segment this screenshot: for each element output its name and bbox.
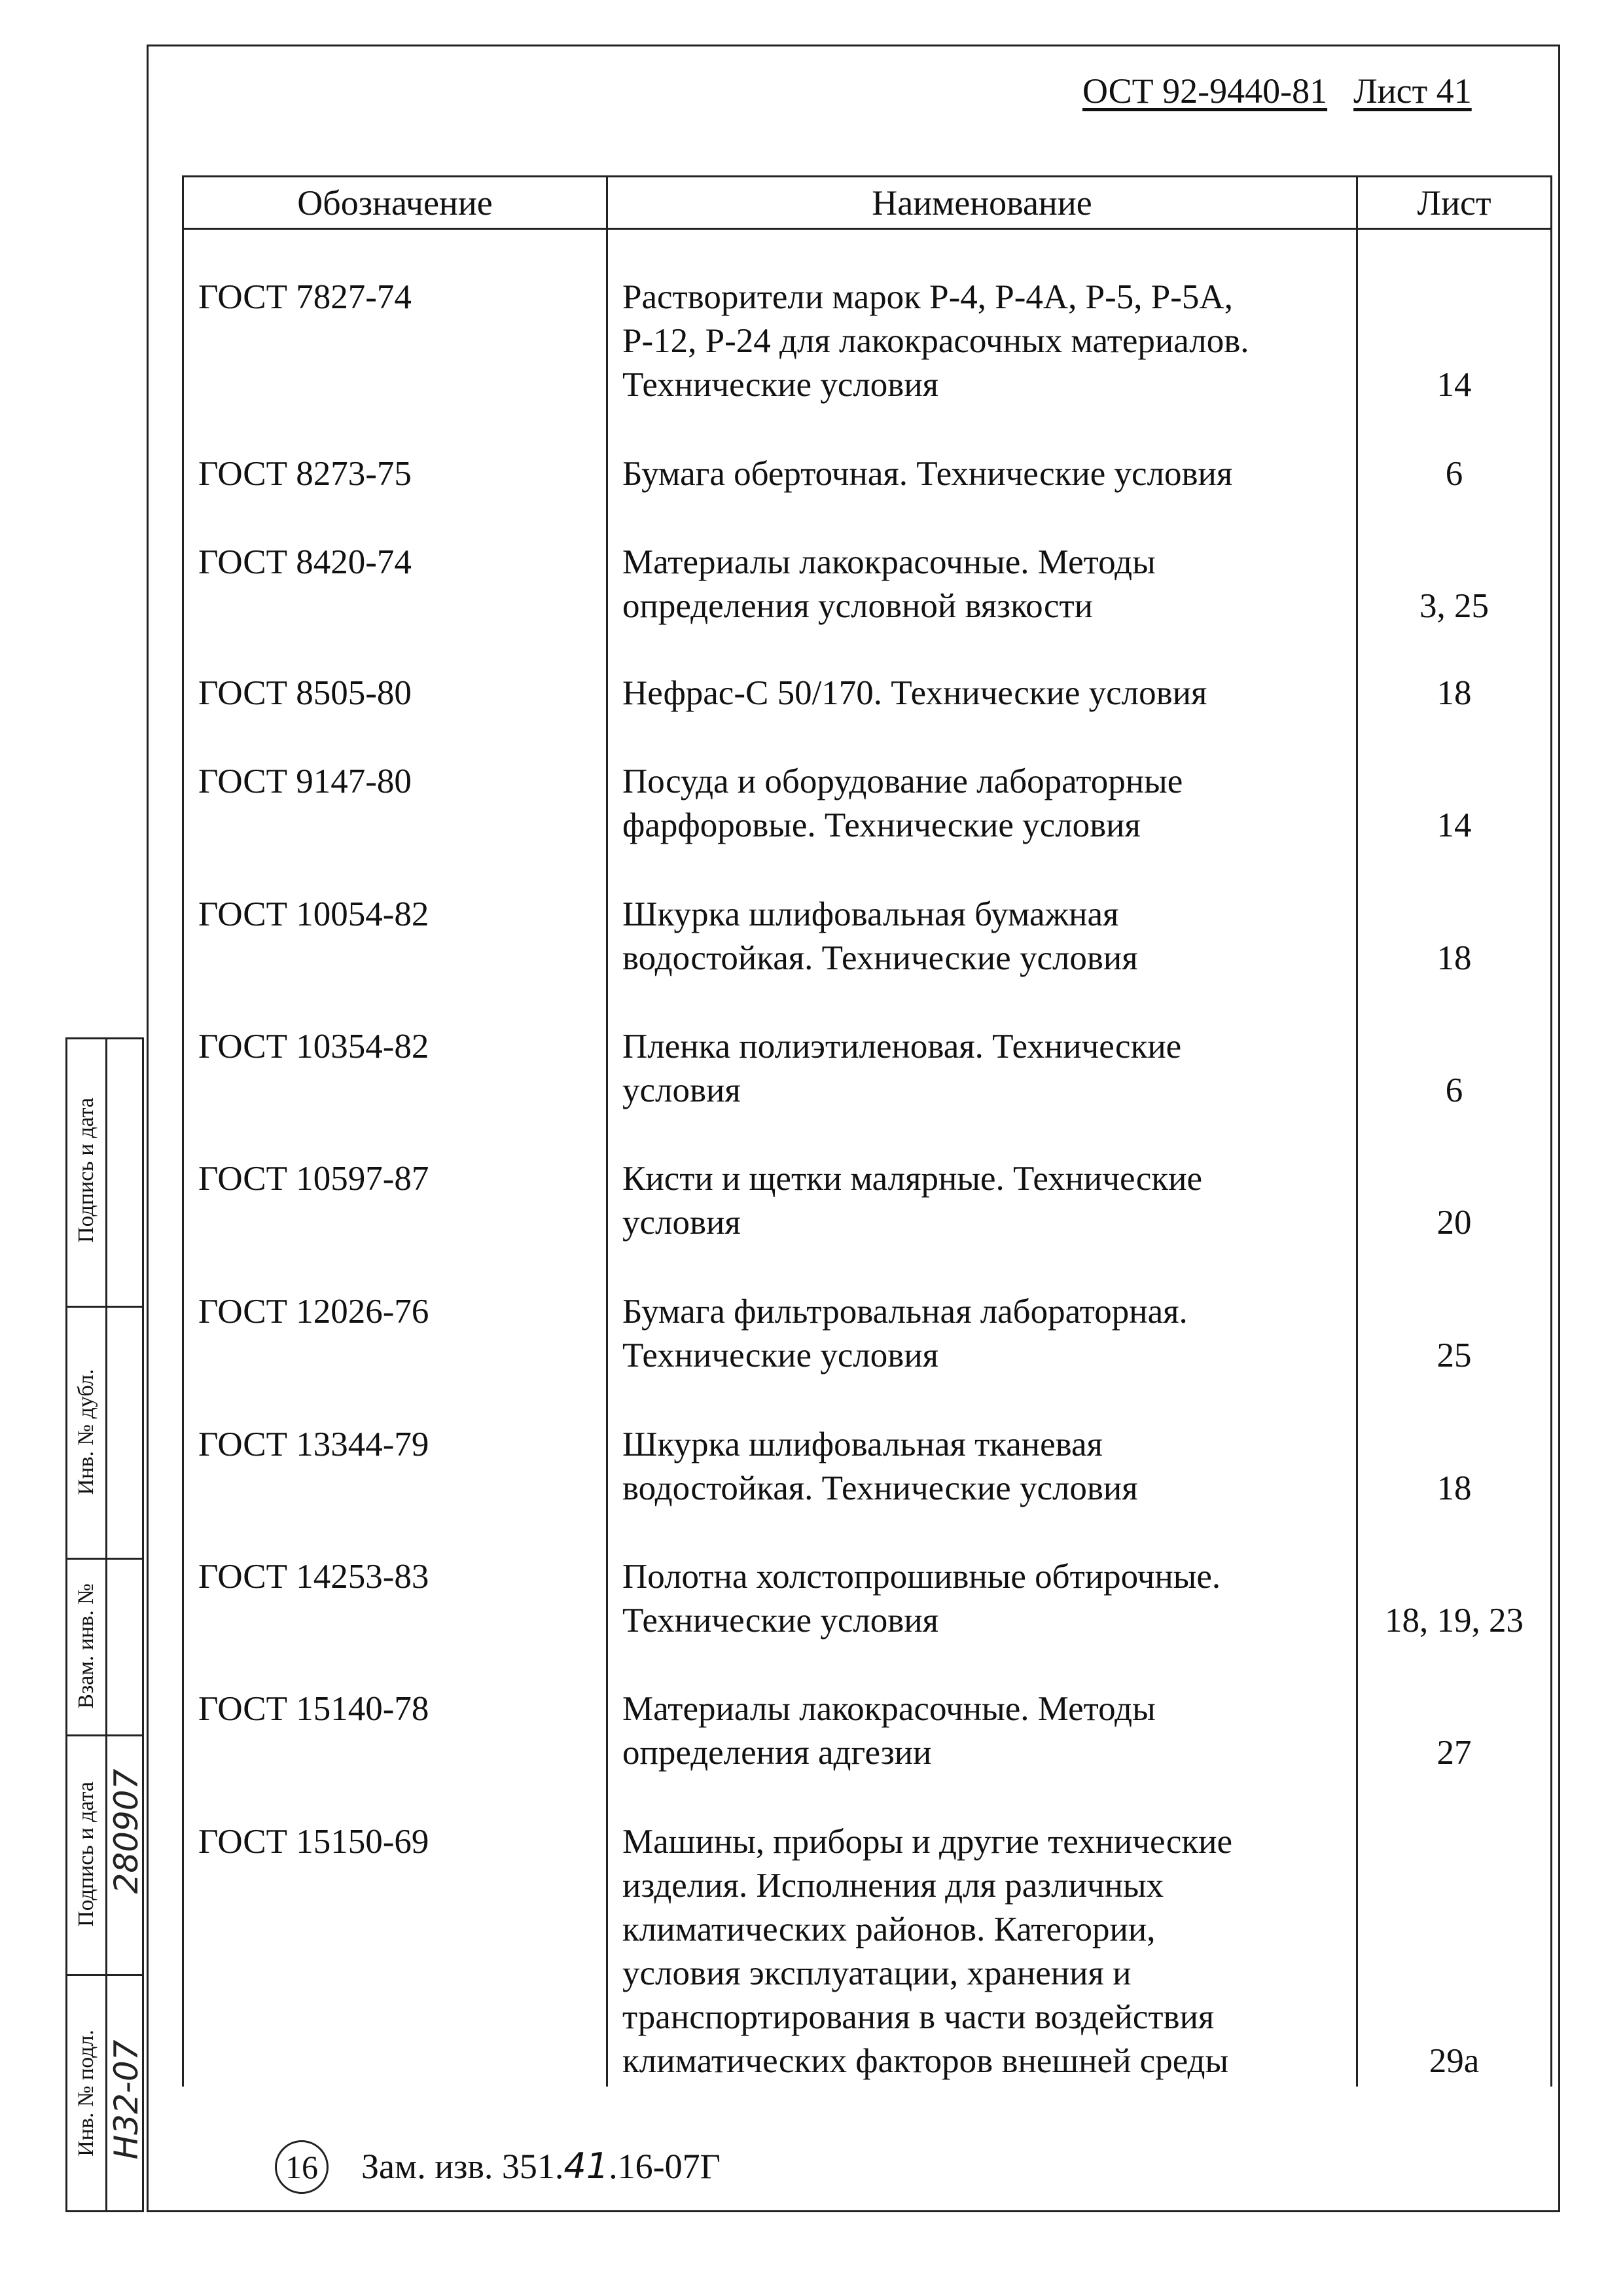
table-row (184, 1025, 1550, 1113)
table-row (184, 452, 1550, 496)
standard-name-line: Машины, приборы и другие технические (622, 1823, 1232, 1861)
standard-code: ГОСТ 8505-80 (198, 674, 412, 712)
stamp-divider (67, 1974, 142, 1976)
revision-suffix: .16-07Г (609, 2147, 721, 2186)
table-row (184, 276, 1550, 407)
sheet-reference: 20 (1436, 1204, 1472, 1242)
sheet-reference: 18 (1436, 674, 1472, 712)
standard-name-line: Материалы лакокрасочные. Методы (622, 543, 1156, 581)
sheet-number: Лист 41 (1353, 71, 1472, 111)
standard-code: ГОСТ 10054-82 (198, 895, 429, 933)
handwritten-date: 280907 (107, 1768, 145, 1894)
standard-name-line: Р-12, Р-24 для лакокрасочных материалов. (622, 322, 1249, 360)
standard-code: ГОСТ 10597-87 (198, 1160, 429, 1198)
revision-number: 16 (275, 2140, 329, 2194)
standard-name-line: условия (622, 1071, 741, 1109)
standard-name (622, 1820, 1349, 2083)
standard-name-line: Шкурка шлифовальная бумажная (622, 895, 1119, 933)
table-row (184, 893, 1550, 980)
standard-name-line: Технические условия (622, 366, 939, 404)
margin-stamp (65, 1037, 144, 2212)
stamp-label-replaced-inv: Взам. инв. № (74, 1583, 98, 1709)
revision-note (275, 2140, 721, 2194)
standard-name-line: Шкурка шлифовальная тканевая (622, 1426, 1103, 1463)
standard-name-line: Растворители марок Р-4, Р-4А, Р-5, Р-5А, (622, 278, 1233, 316)
standard-name-line: Пленка полиэтиленовая. Технические (622, 1028, 1182, 1066)
table-row (184, 1820, 1550, 2083)
standard-code: ГОСТ 9147-80 (198, 762, 412, 800)
standard-name (622, 1290, 1349, 1378)
standard-code: ГОСТ 15140-78 (198, 1690, 429, 1728)
standard-name-line: условия эксплуатации, хранения и (622, 1954, 1132, 1992)
standard-name-line: Бумага фильтровальная лабораторная. (622, 1293, 1188, 1331)
table-row (184, 1290, 1550, 1378)
standard-code: ГОСТ 8273-75 (198, 455, 412, 493)
standard-name-line: Нефрас-С 50/170. Технические условия (622, 674, 1207, 712)
column-header-name: Наименование (872, 183, 1092, 223)
standard-code: ГОСТ 7827-74 (198, 278, 412, 316)
standard-name-line: определения адгезии (622, 1734, 932, 1772)
table-row (184, 672, 1550, 715)
sheet-reference: 6 (1445, 455, 1463, 493)
table-row (184, 760, 1550, 848)
standard-name (622, 1687, 1349, 1775)
standard-name (622, 541, 1349, 628)
standard-name-line: фарфоровые. Технические условия (622, 806, 1141, 844)
standard-name (622, 893, 1349, 980)
standard-name-line: климатических районов. Категории, (622, 1910, 1156, 1948)
standard-code: ГОСТ 10354-82 (198, 1028, 429, 1066)
revision-prefix: Зам. изв. 351. (361, 2147, 564, 2186)
standard-code: ГОСТ 15150-69 (198, 1823, 429, 1861)
sheet-reference: 14 (1436, 806, 1472, 844)
stamp-divider (67, 1306, 142, 1308)
standard-code: ГОСТ 12026-76 (198, 1293, 429, 1331)
stamp-label-duplicate-inv: Инв. № дубл. (74, 1369, 98, 1496)
standard-name (622, 1025, 1349, 1113)
standard-name (622, 672, 1349, 715)
standard-name-line: Посуда и оборудование лабораторные (622, 762, 1183, 800)
standard-name-line: Полотна холстопрошивные обтирочные. (622, 1558, 1221, 1596)
standard-name (622, 1423, 1349, 1511)
sheet-reference: 18 (1436, 939, 1472, 977)
document-header (1082, 71, 1472, 111)
sheet-reference: 29а (1429, 2042, 1480, 2080)
column-header-sheet: Лист (1417, 183, 1491, 223)
table-row (184, 1157, 1550, 1245)
standards-table (182, 175, 1552, 2087)
sheet-reference: 6 (1445, 1071, 1463, 1109)
table-row (184, 1687, 1550, 1775)
standard-name-line: транспортирования в части воздействия (622, 1998, 1215, 2036)
sheet-reference: 18, 19, 23 (1385, 1602, 1524, 1640)
stamp-divider (67, 1734, 142, 1736)
standard-name-line: Материалы лакокрасочные. Методы (622, 1690, 1156, 1728)
standard-code: ГОСТ 14253-83 (198, 1558, 429, 1596)
standard-name (622, 276, 1349, 407)
standard-name-line: Технические условия (622, 1336, 939, 1374)
sheet-reference: 27 (1436, 1734, 1472, 1772)
stamp-label-original-inv: Инв. № подл. (74, 2030, 98, 2157)
table-row (184, 541, 1550, 628)
standard-name-line: водостойкая. Технические условия (622, 1469, 1138, 1507)
stamp-divider (105, 1039, 107, 2210)
stamp-divider (67, 1558, 142, 1560)
standard-name (622, 1555, 1349, 1643)
sheet-reference: 14 (1436, 366, 1472, 404)
stamp-label-signature-date: Подпись и дата (74, 1098, 98, 1243)
column-header-designation: Обозначение (297, 183, 493, 223)
standard-name-line: Бумага оберточная. Технические условия (622, 455, 1233, 493)
table-row (184, 1555, 1550, 1643)
standard-name (622, 760, 1349, 848)
standard-name (622, 1157, 1349, 1245)
table-header (184, 177, 1550, 230)
stamp-label-signature-date-2: Подпись и дата (74, 1782, 98, 1927)
handwritten-inventory: Н32-07 (107, 2039, 145, 2160)
document-code: ОСТ 92-9440-81 (1082, 71, 1328, 111)
standard-code: ГОСТ 8420-74 (198, 543, 412, 581)
sheet-reference: 25 (1436, 1336, 1472, 1374)
revision-handwritten: 41 (563, 2145, 609, 2187)
standard-name-line: водостойкая. Технические условия (622, 939, 1138, 977)
standard-name-line: климатических факторов внешней среды (622, 2042, 1229, 2080)
standard-name-line: Кисти и щетки малярные. Технические (622, 1160, 1203, 1198)
standard-code: ГОСТ 13344-79 (198, 1426, 429, 1463)
standard-name-line: изделия. Исполнения для различных (622, 1867, 1164, 1905)
table-row (184, 1423, 1550, 1511)
standard-name-line: условия (622, 1204, 741, 1242)
standard-name (622, 452, 1349, 496)
standard-name-line: определения условной вязкости (622, 587, 1094, 625)
sheet-reference: 3, 25 (1419, 587, 1489, 625)
standard-name-line: Технические условия (622, 1602, 939, 1640)
sheet-reference: 18 (1436, 1469, 1472, 1507)
